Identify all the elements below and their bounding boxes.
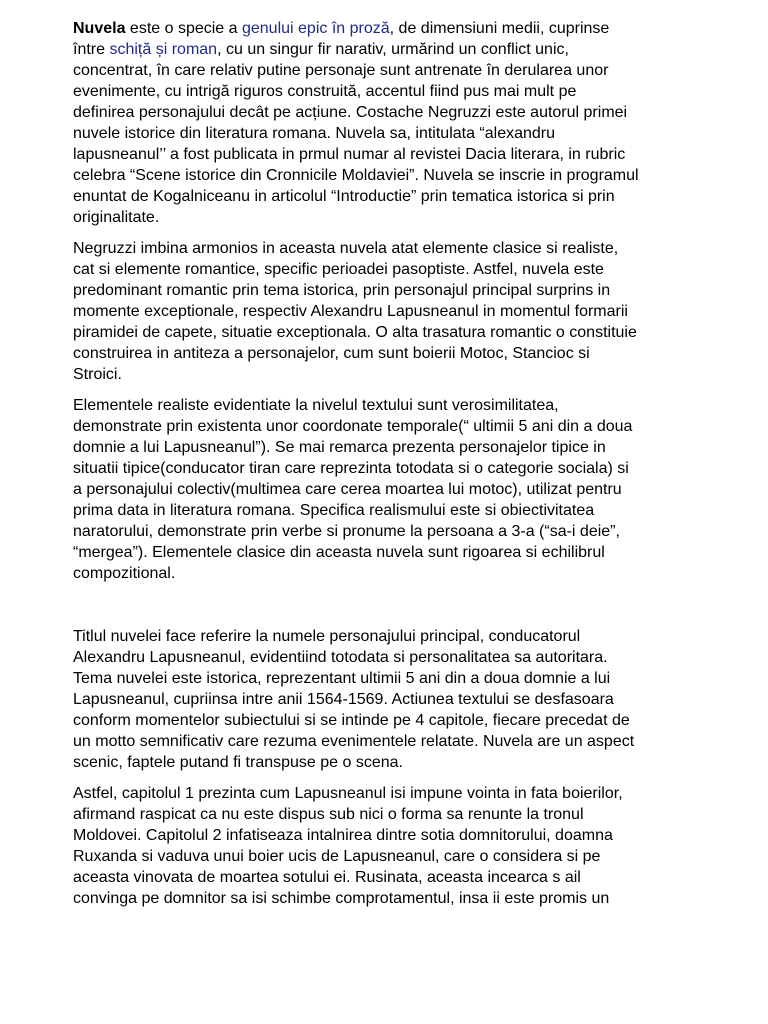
text-line: “mergea”). Elementele clasice din aceasta nuvela sunt rigoarea si echilibrul [73,544,605,561]
text-line: compozitional. [73,565,176,582]
text-line: construirea in antiteza a personajelor, cum sunt boierii Motoc, Stancioc si [73,345,590,362]
text-line: momente exceptionale, respectiv Alexandru Lapusneanul in momentul formarii [73,303,628,320]
link-schita[interactable]: schiță [109,41,152,58]
text-line: afirmand raspicat ca nu este dispus sub nici o forma sa renunte la tronul [73,806,584,823]
text-line: concentrat, în care relativ putine personaje sunt antrenate în derularea unor [73,62,609,79]
text-line: conform momentelor subiectului si se intinde pe 4 capitole, fiecare precedat de [73,712,630,729]
text-line: domnie a lui Lapusneanul”). Se mai remarca prezenta personajelor tipice in [73,439,606,456]
text-line: celebra “Scene istorice din Cronnicile Moldaviei”. Nuvela se inscrie in programul [73,167,639,184]
text-line: Ruxanda si vaduva unui boier ucis de Lapusneanul, care o considera si pe [73,848,601,865]
paragraph-title-theme [73,626,723,773]
text-line: cat si elemente romantice, specific perioadei pasoptiste. Astfel, nuvela este [73,261,604,278]
link-genul-epic[interactable]: genului epic [241,20,328,37]
text-line: Elementele realiste evidentiate la nivelul textului sunt verosimilitatea, [73,397,559,414]
text-line: evenimente, cu intrigă riguros construită, accentul fiind pus mai mult pe [73,83,577,100]
text-line: un motto semnificativ care rezuma evenimentele relatate. Nuvela are un aspect [73,733,635,750]
text-line: Alexandru Lapusneanul, evidentiind totodata si personalitatea sa autoritara. [73,649,608,666]
paragraph-intro [73,18,723,228]
text-line: prima data in literatura romana. Specifica realismului este si obiectivitatea [73,502,595,519]
paragraph-realist-elements [73,395,723,584]
text-line: Tema nuvelei este istorica, reprezentant ultimii 5 ani din a doua domnie a lui [73,670,611,687]
text-span: , de dimensiuni medii, cuprinse [389,20,610,37]
text-line: Stroici. [73,366,122,383]
text-line: demonstrate prin existenta unor coordonate temporale(“ ultimii 5 ani din a doua [73,418,633,435]
text-line: naratorului, demonstrate prin verbe si pronume la persoana a 3-a (“sa-i deie”, [73,523,620,540]
text-line: Moldovei. Capitolul 2 infatiseaza intalnirea dintre sotia domnitorului, doamna [73,827,613,844]
text-line: convinga pe domnitor sa isi schimbe comprotamentul, insa ii este promis un [73,890,610,907]
text-span: este o specie a [125,20,242,37]
text-line [73,18,723,39]
text-line: nuvele istorice din literatura romana. Nuvela sa, intitulata “alexandru [73,125,556,142]
text-span: , cu un singur fir narativ, urmărind un conflict unic, [217,41,569,58]
paragraph-romantic-elements [73,238,723,385]
link-si-roman[interactable]: și roman [155,41,218,58]
term-nuvela: Nuvela [73,20,126,37]
text-line: lapusneanul’’ a fost publicata in prmul numar al revistei Dacia literara, in rubric [73,146,626,163]
text-line: Astfel, capitolul 1 prezinta cum Lapusneanul isi impune vointa in fata boierilor, [73,785,623,802]
text-span: între [73,41,110,58]
text-line: Lapusneanul, cupriinsa intre anii 1564-1569. Actiunea textului se desfasoara [73,691,614,708]
text-line: predominant romantic prin tema istorica, prin personajul principal surprins in [73,282,611,299]
text-line: a personajului colectiv(multimea care cerea moartea lui motoc), utilizat pentru [73,481,622,498]
text-line: piramidei de capete, situatie exceptionala. O alta trasatura romantic o constituie [73,324,637,341]
text-line: originalitate. [73,209,160,226]
text-line: situatii tipice(conducator tiran care reprezinta totodata si o categorie sociala) si [73,460,629,477]
text-line: Negruzzi imbina armonios in aceasta nuvela atat elemente clasice si realiste, [73,240,619,257]
paragraph-chapters [73,783,723,909]
text-line: scenic, faptele putand fi transpuse pe o scena. [73,754,403,771]
text-line: aceasta vinovata de moartea sotului ei. Rusinata, aceasta incearca s ail [73,869,581,886]
document-page [73,18,723,919]
text-line [73,39,723,60]
text-line: Titlul nuvelei face referire la numele personajului principal, conducatorul [73,628,581,645]
link-in-proza[interactable]: în proză [331,20,390,37]
text-line: definirea personajului decât pe acțiune. Costache Negruzzi este autorul primei [73,104,628,121]
text-line: enuntat de Kogalniceanu in articolul “Introductie” prin tematica istorica si prin [73,188,615,205]
